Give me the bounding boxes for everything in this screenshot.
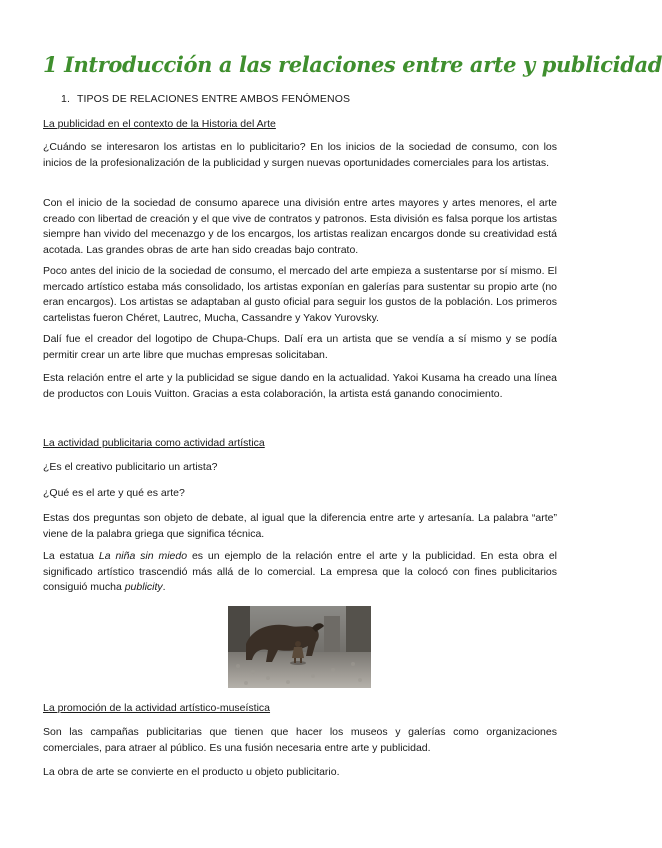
section-heading-museum-promotion: La promoción de la actividad artístico-museística [43,702,271,714]
list-number: 1. [61,93,70,105]
paragraph: Con el inicio de la sociedad de consumo aparece una división entre artes mayores y artes menores, el arte creado con libertad de creación y el que vive de contratos y patronos. Esta división es falsa porque los artistas siempre han vivido del mecenazgo y de los encargos, los artistas realizan encargos donde su creatividad está acotada. Las grandes obras de arte han sido creadas bajo contrato. [43,197,557,256]
paragraph: Esta relación entre el arte y la publicidad se sigue dando en la actualidad. Yakoi Kusama ha creado una línea de productos con Louis Vuitton. Gracias a esta colaboración, la artista está ganando conocimiento. [43,372,557,400]
paragraph: La obra de arte se convierte en el producto u objeto publicitario. [43,766,340,778]
numbered-heading [61,93,350,105]
paragraph: Poco antes del inicio de la sociedad de consumo, el mercado del arte empieza a sustentarse por sí mismo. El mercado artístico estaba más consolidado, los artistas exponían en galerías para sustentar su propio arte (no eran encargos). Los artistas se adaptaban al gusto oficial para seguir los gustos de la población. Los primeros cartelistas fueron Chéret, Lautrec, Mucha, Cassandre y Yakov Yurovsky. [43,265,557,324]
paragraph: Estas dos preguntas son objeto de debate, al igual que la diferencia entre arte y artesanía. La palabra “arte” viene de la palabra griega que significa técnica. [43,512,557,540]
paragraph: ¿Es el creativo publicitario un artista? [43,461,218,473]
paragraph: ¿Cuándo se interesaron los artistas en lo publicitario? En los inicios de la sociedad de consumo, con los inicios de la profesionalización de la publicidad y surgen nuevas oportunidades comerciales para los artistas. [43,141,557,169]
statue-name: La niña sin miedo [98,550,188,562]
section-heading-history: La publicidad en el contexto de la Historia del Arte [43,118,276,130]
paragraph: Son las campañas publicitarias que tienen que hacer los museos y galerías como organizaciones comerciales, para atraer al público. Es una fusión necesaria entre arte y publicidad. [43,726,557,754]
fearless-girl-photo [228,606,371,688]
section-heading-artistic-activity: La actividad publicitaria como actividad artística [43,437,265,449]
paragraph: Dalí fue el creador del logotipo de Chupa-Chups. Dalí era un artista que se vendía a sí mismo y se podía permitir crear un arte libre que muchas empresas solicitaban. [43,333,557,361]
paragraph: ¿Qué es el arte y qué es arte? [43,487,185,499]
statue-paragraph: La estatua La niña sin miedo es un ejemplo de la relación entre el arte y la publicidad. En esta obra el significado artístico trascendió más allá de lo comercial. La empresa que la colocó con fines publicitarios consiguió mucha publicity. [43,550,557,593]
page-title: 1 Introducción a las relaciones entre arte y publicidad [43,52,662,77]
publicity-term: publicity [124,581,163,593]
list-heading-label: TIPOS DE RELACIONES ENTRE AMBOS FENÓMENOS [77,93,351,105]
